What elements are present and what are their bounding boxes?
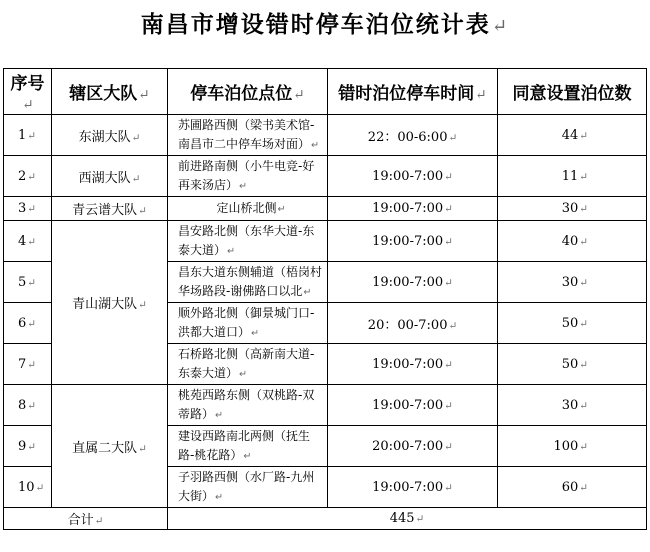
row-no: 10↵ — [4, 467, 52, 508]
header-count: 同意设置泊位数 — [498, 69, 647, 115]
row-team: 东湖大队↵ — [52, 115, 168, 156]
row-location: 建设西路南北两侧（抚生路-桃花路）↵ — [168, 426, 328, 467]
row-count: 100↵ — [498, 426, 647, 467]
row-count: 11↵ — [498, 156, 647, 197]
row-location: 石桥路北侧（高新南大道-东泰大道）↵ — [168, 344, 328, 385]
row-no: 3↵ — [4, 197, 52, 221]
row-count: 40↵ — [498, 221, 647, 262]
table-row — [4, 156, 647, 197]
row-count: 60↵ — [498, 467, 647, 508]
row-time: 20：00-7:00↵ — [328, 303, 498, 344]
row-count: 30↵ — [498, 262, 647, 303]
return-mark-icon: ↵ — [491, 16, 510, 37]
row-count: 50↵ — [498, 303, 647, 344]
row-no: 7↵ — [4, 344, 52, 385]
row-location: 子羽路西侧（水厂路-九州大街）↵ — [168, 467, 328, 508]
row-location: 前进路南侧（小牛电竞-好再来汤店）↵ — [168, 156, 328, 197]
row-time: 19:00-7:00↵ — [328, 221, 498, 262]
row-count: 30↵ — [498, 197, 647, 221]
row-no: 6↵ — [4, 303, 52, 344]
table-row — [4, 385, 647, 426]
row-location: 顺外路北侧（御景城门口-洪都大道口）↵ — [168, 303, 328, 344]
row-time: 19:00-7:00↵ — [328, 385, 498, 426]
total-label: 合计↵ — [4, 508, 168, 530]
row-time: 19:00-7:00↵ — [328, 344, 498, 385]
header-team: 辖区大队↵ — [52, 69, 168, 115]
row-no: 9↵ — [4, 426, 52, 467]
table-row — [4, 115, 647, 156]
header-time: 错时泊位停车时间↵ — [328, 69, 498, 115]
page-title — [0, 6, 650, 39]
row-no: 2↵ — [4, 156, 52, 197]
row-time: 19:00-7:00↵ — [328, 262, 498, 303]
row-no: 8↵ — [4, 385, 52, 426]
row-no: 5↵ — [4, 262, 52, 303]
parking-table — [3, 68, 647, 530]
row-time: 19:00-7:00↵ — [328, 197, 498, 221]
row-time: 22：00-6:00↵ — [328, 115, 498, 156]
row-location: 昌东大道东侧辅道（梧岗村华场路段-谢佛路口以北↵ — [168, 262, 328, 303]
row-no: 1↵ — [4, 115, 52, 156]
row-time: 19:00-7:00↵ — [328, 156, 498, 197]
header-row — [4, 69, 647, 115]
row-location: 定山桥北侧↵ — [168, 197, 328, 221]
row-time: 19:00-7:00↵ — [328, 467, 498, 508]
row-team: 青山湖大队↵ — [52, 221, 168, 385]
total-value: 445↵ — [168, 508, 647, 530]
row-location: 桃苑西路东侧（双桃路-双蒂路）↵ — [168, 385, 328, 426]
header-location: 停车泊位点位↵ — [168, 69, 328, 115]
row-time: 20:00-7:00↵ — [328, 426, 498, 467]
row-team: 直属二大队↵ — [52, 385, 168, 508]
row-no: 4↵ — [4, 221, 52, 262]
header-no: 序号↵ — [4, 69, 52, 115]
row-location: 苏圃路西侧（梁书美术馆-南昌市二中停车场对面）↵ — [168, 115, 328, 156]
total-row — [4, 508, 647, 530]
row-count: 44↵ — [498, 115, 647, 156]
table-row — [4, 197, 647, 221]
row-team: 青云谱大队↵ — [52, 197, 168, 221]
table-row — [4, 221, 647, 262]
title-text: 南昌市增设错时停车泊位统计表 — [140, 11, 491, 38]
row-count: 30↵ — [498, 385, 647, 426]
row-location: 昌安路北侧（东华大道-东泰大道）↵ — [168, 221, 328, 262]
row-count: 50↵ — [498, 344, 647, 385]
row-team: 西湖大队↵ — [52, 156, 168, 197]
